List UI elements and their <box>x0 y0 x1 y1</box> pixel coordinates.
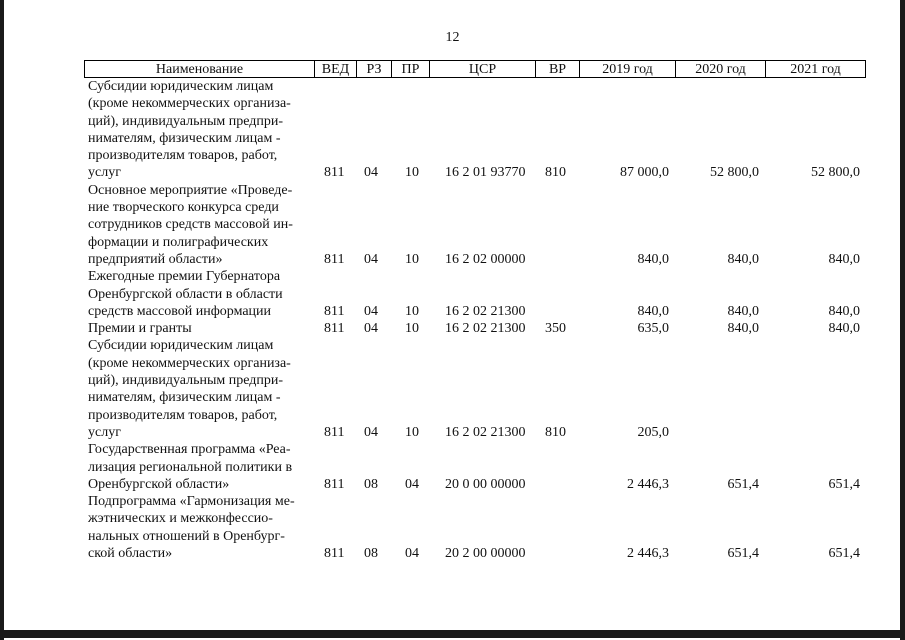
row-pr: 10 <box>405 165 419 181</box>
row-ved: 811 <box>324 476 345 492</box>
row-name-line: (кроме некоммерческих организа- <box>88 355 291 371</box>
row-name-line: нимателям, физическим лицам - <box>88 130 281 146</box>
row-name-line: услуг <box>88 165 121 181</box>
row-pr: 04 <box>405 476 419 492</box>
row-name-line: лизация региональной политики в <box>88 459 293 475</box>
row-name-line: ций), индивидуальным предпри- <box>88 373 284 389</box>
table-body <box>84 78 866 562</box>
row-name-line: услуг <box>88 424 121 440</box>
row-2021: 651,4 <box>828 476 860 492</box>
row-name-line: формации и полиграфических <box>88 234 269 250</box>
row-2020: 52 800,0 <box>710 165 759 181</box>
row-pr: 10 <box>405 303 419 319</box>
row-csr: 16 2 02 21300 <box>445 321 526 337</box>
row-name-line: ской области» <box>88 546 173 562</box>
row-csr: 16 2 02 00000 <box>445 251 526 267</box>
row-2021: 840,0 <box>828 251 860 267</box>
scan-edge-left <box>0 0 4 640</box>
row-2019: 87 000,0 <box>620 165 669 181</box>
row-name-line: предприятий области» <box>88 251 223 267</box>
row-2021: 840,0 <box>828 303 860 319</box>
row-name-line: ние творческого конкурса среди <box>88 200 279 216</box>
row-2021: 651,4 <box>828 546 860 562</box>
row-rz: 04 <box>364 251 378 267</box>
header-2020: 2020 год <box>675 60 765 78</box>
row-csr: 20 0 00 00000 <box>445 476 526 492</box>
header-pr: ПР <box>391 60 429 78</box>
row-name-line: нальных отношений в Оренбург- <box>88 528 285 544</box>
row-2019: 635,0 <box>637 321 669 337</box>
table-row <box>84 78 866 182</box>
row-name-line: производителям товаров, работ, <box>88 148 278 164</box>
row-2020: 840,0 <box>727 303 759 319</box>
budget-table <box>84 60 866 562</box>
row-csr: 16 2 02 21300 <box>445 424 526 440</box>
row-rz: 04 <box>364 424 378 440</box>
row-2019: 840,0 <box>637 303 669 319</box>
row-name-line: Государственная программа «Реа- <box>88 442 291 458</box>
row-2021: 52 800,0 <box>811 165 860 181</box>
row-2019: 205,0 <box>637 424 669 440</box>
row-csr: 16 2 01 93770 <box>445 165 526 181</box>
row-2020: 651,4 <box>727 476 759 492</box>
row-name <box>84 337 314 441</box>
row-name-line: нимателям, физическим лицам - <box>88 390 281 406</box>
row-vr: 810 <box>545 165 566 181</box>
row-ved: 811 <box>324 424 345 440</box>
row-pr: 04 <box>405 546 419 562</box>
row-2020: 651,4 <box>727 546 759 562</box>
row-name-line: Оренбургской области в области <box>88 286 283 302</box>
header-name: Наименование <box>84 60 314 78</box>
row-2020: 840,0 <box>727 251 759 267</box>
row-name <box>84 182 314 268</box>
header-vr: ВР <box>535 60 579 78</box>
row-name-line: сотрудников средств массовой ин- <box>88 217 293 233</box>
table-row <box>84 320 866 337</box>
row-name-line: производителям товаров, работ, <box>88 407 278 423</box>
row-name <box>84 78 314 182</box>
row-name-line: Основное мероприятие «Проведе- <box>88 182 293 198</box>
row-csr: 20 2 00 00000 <box>445 546 526 562</box>
table-row <box>84 441 866 493</box>
row-ved: 811 <box>324 165 345 181</box>
row-pr: 10 <box>405 424 419 440</box>
row-name-line: Субсидии юридическим лицам <box>88 338 274 354</box>
row-vr: 810 <box>545 424 566 440</box>
row-ved: 811 <box>324 251 345 267</box>
row-name-line: Ежегодные премии Губернатора <box>88 269 281 285</box>
row-rz: 08 <box>364 476 378 492</box>
row-rz: 04 <box>364 165 378 181</box>
row-2019: 2 446,3 <box>627 546 669 562</box>
row-ved: 811 <box>324 321 345 337</box>
row-2021: 840,0 <box>828 321 860 337</box>
row-name-line: ций), индивидуальным предпри- <box>88 113 284 129</box>
table-row <box>84 182 866 268</box>
table-row <box>84 493 866 562</box>
row-name-line: Подпрограмма «Гармонизация ме- <box>88 494 295 510</box>
row-name-line: средств массовой информации <box>88 303 272 319</box>
row-pr: 10 <box>405 321 419 337</box>
row-ved: 811 <box>324 546 345 562</box>
header-rz: РЗ <box>356 60 391 78</box>
row-name <box>84 268 314 320</box>
scan-edge-right <box>900 0 905 640</box>
row-pr: 10 <box>405 251 419 267</box>
row-name-line: Премии и гранты <box>88 321 192 337</box>
row-2019: 2 446,3 <box>627 476 669 492</box>
row-ved: 811 <box>324 303 345 319</box>
page-number: 12 <box>445 30 460 45</box>
row-name-line: Оренбургской области» <box>88 476 230 492</box>
scan-edge-bottom <box>0 630 905 638</box>
row-name <box>84 320 314 337</box>
row-rz: 08 <box>364 546 378 562</box>
header-2021: 2021 год <box>765 60 866 78</box>
row-name <box>84 441 314 493</box>
header-ved: ВЕД <box>314 60 356 78</box>
table-row <box>84 268 866 320</box>
row-name-line: (кроме некоммерческих организа- <box>88 96 291 112</box>
row-rz: 04 <box>364 321 378 337</box>
header-csr: ЦСР <box>429 60 535 78</box>
row-2020: 840,0 <box>727 321 759 337</box>
table-row <box>84 337 866 441</box>
row-name <box>84 493 314 562</box>
row-name-line: Субсидии юридическим лицам <box>88 79 274 94</box>
row-csr: 16 2 02 21300 <box>445 303 526 319</box>
row-vr: 350 <box>545 321 566 337</box>
table-header-row <box>84 60 866 78</box>
row-name-line: жэтнических и межконфессио- <box>88 511 273 527</box>
header-2019: 2019 год <box>579 60 675 78</box>
row-rz: 04 <box>364 303 378 319</box>
row-2019: 840,0 <box>637 251 669 267</box>
